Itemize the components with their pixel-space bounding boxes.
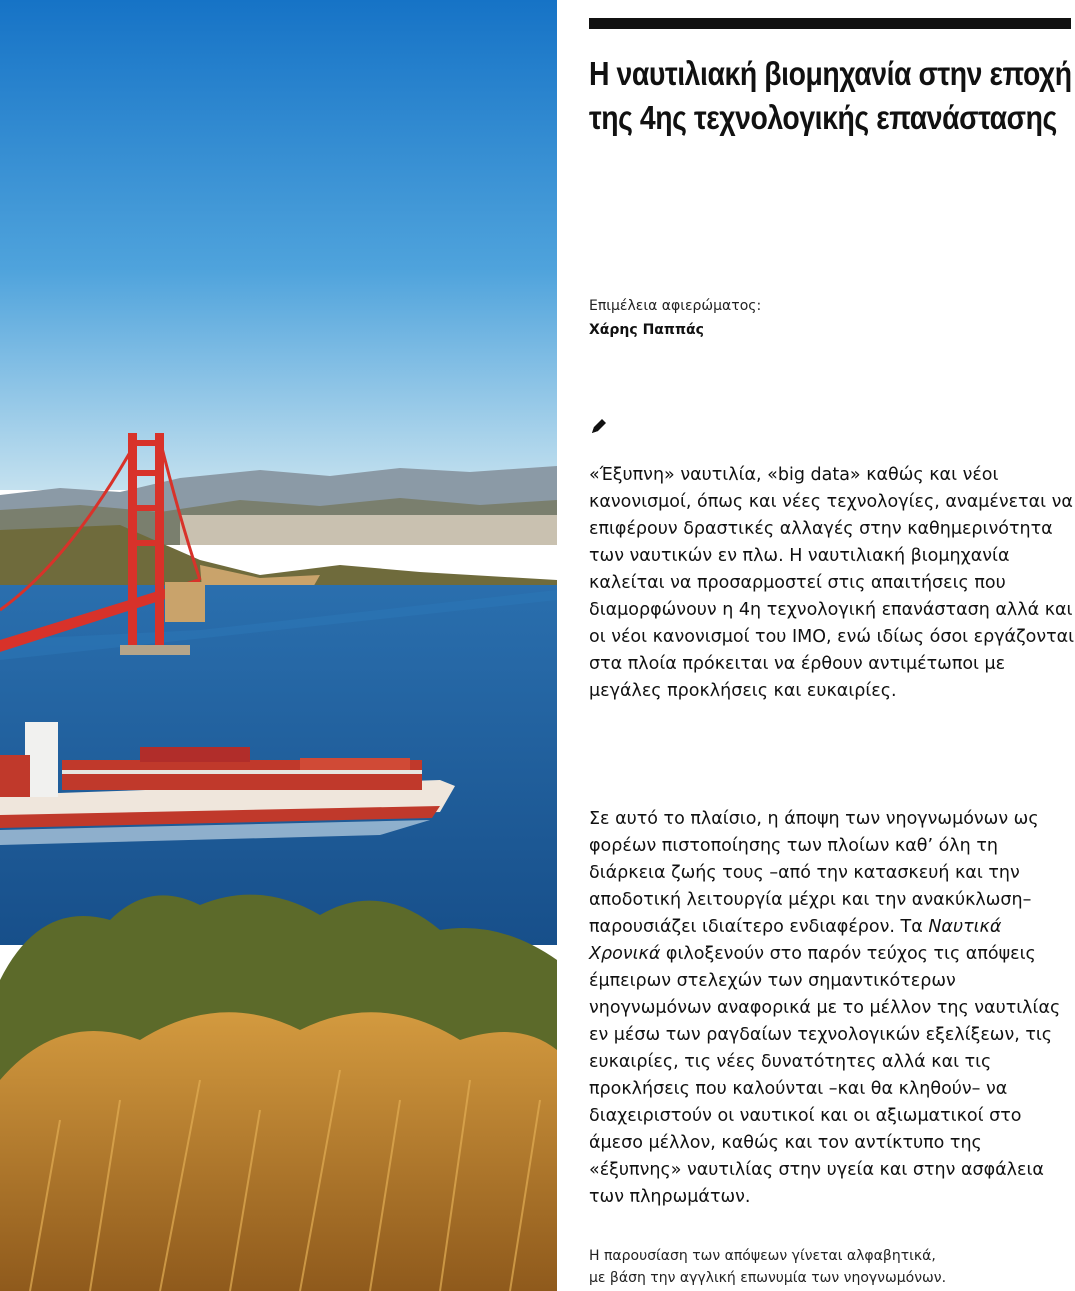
body-paragraph-part-b: φιλοξενούν στο παρόν τεύχος τις απόψεις έμπειρων στελεχών των σημαντικότερων νηογνωμόνων αναφορικά με το μέλλον της ναυτιλίας εν μέσω των ραγδαίων τεχνολογικών εξελίξεων, τις ευκαιρίες, τις νέες δυνατότητες αλλά και τις προκλήσεις που καλούνται –και θα κληθούν– να διαχειριστούν οι ναυτικοί και οι αξιωματικοί στο άμεσο μέλλον, καθώς και τον αντίκτυπο της «έξυπνης» ναυτιλίας στην υγεία και στην ασφάλεια των πληρωμάτων.	[589, 944, 1061, 1207]
pen-icon	[589, 416, 609, 440]
title-line-2: της 4ης τεχνολογικής επανάστασης	[589, 99, 1057, 136]
credit-name: Χάρης Παππάς	[589, 322, 704, 338]
title-line-1: Η ναυτιλιακή βιομηχανία στην εποχή	[589, 55, 1072, 92]
footnote-line-2: με βάση την αγγλική επωνυμία των νηογνωμόνων.	[589, 1270, 947, 1286]
page-title	[589, 52, 1072, 140]
credit-label: Επιμέλεια αφιερώματος:	[589, 298, 762, 314]
body-paragraph-part-a: Σε αυτό το πλαίσιο, η άποψη των νηογνωμόνων ως φορέων πιστοποίησης των πλοίων καθ’ όλη τη διάρκεια ζωής τους –από την κατασκευή και την αποδοτική λειτουργία μέχρι και την ανακύκλωση– παρουσιάζει ιδιαίτερο ενδιαφέρον. Τα	[589, 809, 1039, 937]
publication-name: Ναυτικά Χρονικά	[589, 917, 1002, 964]
footnote-line-1: Η παρουσίαση των απόψεων γίνεται αλφαβητικά,	[589, 1248, 936, 1264]
intro-paragraph: «Έξυπνη» ναυτιλία, «big data» καθώς και νέοι κανονισμοί, όπως και νέες τεχνολογίες, αναμένεται να επιφέρουν δραστικές αλλαγές στην καθημερινότητα των ναυτικών εν πλω. Η ναυτιλιακή βιομηχανία καλείται να προσαρμοστεί στις απαιτήσεις που διαμορφώνουν η 4η τεχνολογική επανάσταση αλλά και οι νέοι κανονισμοί του IMO, ενώ ιδίως όσοι εργάζονται στα πλοία πρόκειται να έρθουν αντιμέτωποι με μεγάλες προκλήσεις και ευκαιρίες.	[589, 465, 1075, 701]
footnote	[589, 1245, 1075, 1289]
title-rule	[589, 18, 1071, 29]
body-paragraph	[589, 806, 1075, 1211]
